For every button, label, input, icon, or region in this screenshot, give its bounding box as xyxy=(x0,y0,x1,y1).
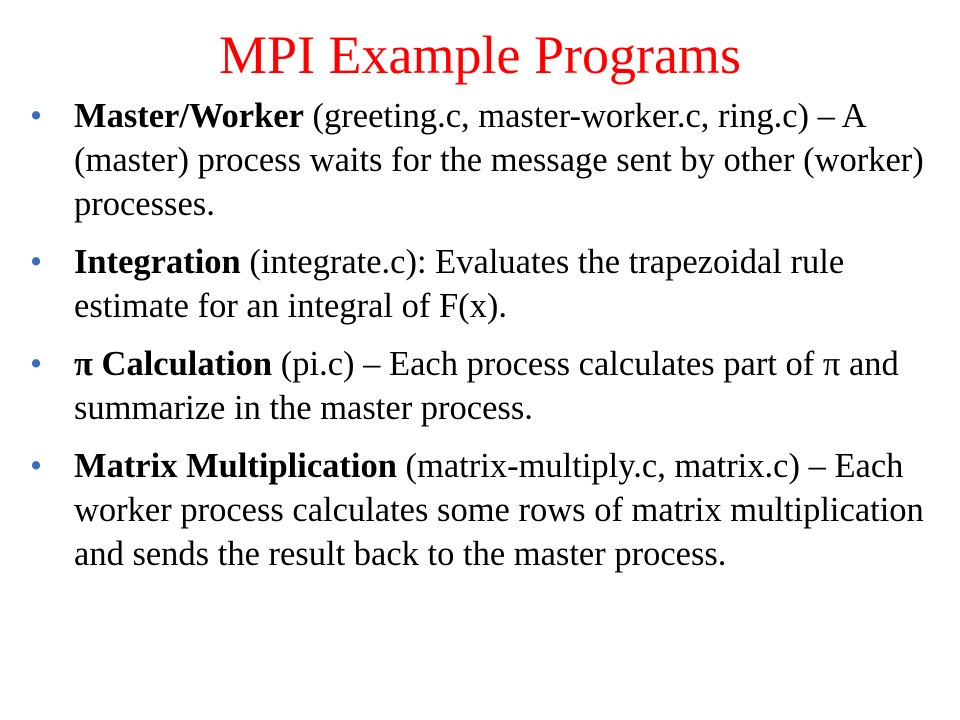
bullet-term: Integration xyxy=(74,243,241,281)
bullet-item-integration xyxy=(30,240,930,328)
bullet-term: Matrix Multiplication xyxy=(74,447,397,485)
bullet-text: (matrix-multiply.c, matrix.c) – Each worker process calculates some rows of matrix multiplication and sends the result back to the master process. xyxy=(74,447,924,573)
bullet-text: (greeting.c, master-worker.c, ring.c) – A (master) process waits for the message sent by other (worker) processes. xyxy=(74,97,924,223)
bullet-item-pi-calculation xyxy=(30,342,930,430)
slide-title: MPI Example Programs xyxy=(219,25,741,85)
bullet-term: Master/Worker xyxy=(74,97,304,135)
bullet-dot-icon: • xyxy=(30,447,43,485)
bullet-item-matrix-multiplication xyxy=(30,444,930,576)
bullet-text: (pi.c) – Each process calculates part of π and summarize in the master process. xyxy=(74,345,899,427)
bullet-term: π Calculation xyxy=(74,345,273,383)
bullet-dot-icon: • xyxy=(30,97,43,135)
bullet-dot-icon: • xyxy=(30,243,43,281)
bullet-item-master-worker xyxy=(30,94,930,226)
bullet-dot-icon: • xyxy=(30,345,43,383)
bullet-list xyxy=(30,94,930,590)
bullet-text: (integrate.c): Evaluates the trapezoidal rule estimate for an integral of F(x). xyxy=(74,243,845,325)
